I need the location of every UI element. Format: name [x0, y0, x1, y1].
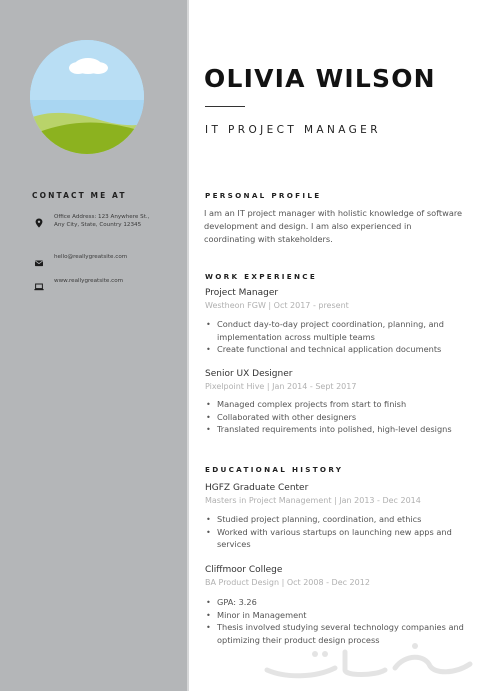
- candidate-name: OLIVIA WILSON: [204, 64, 436, 93]
- job-title: Project Manager: [205, 288, 279, 298]
- list-item: • Translated requirements into polished, high-level designs: [205, 423, 467, 436]
- list-item: • Minor in Management: [205, 609, 467, 622]
- school-subtitle: BA Product Design | Oct 2008 - Dec 2012: [205, 578, 370, 587]
- contact-website-text[interactable]: www.reallygreatsite.com: [54, 278, 124, 284]
- work-experience-heading: WORK EXPERIENCE: [205, 272, 318, 281]
- job-bullets: [205, 318, 467, 356]
- sidebar-divider: [187, 0, 189, 691]
- list-item: • Worked with various startups on launching new apps and services: [205, 526, 467, 551]
- laptop-icon: [34, 277, 44, 287]
- watermark-logo: [255, 640, 485, 682]
- mail-icon: [34, 253, 44, 263]
- school-bullets: [205, 513, 467, 551]
- job-bullets: [205, 398, 467, 436]
- list-item: • Thesis involved studying several technology companies and optimizing their product design process: [205, 621, 467, 646]
- contact-address-text: Office Address: 123 Anywhere St., Any City, State, Country 12345: [54, 214, 150, 228]
- list-item: • Collaborated with other designers: [205, 411, 467, 424]
- education-heading: EDUCATIONAL HISTORY: [205, 465, 344, 474]
- contact-heading: CONTACT ME AT: [32, 191, 127, 200]
- contact-email-text[interactable]: hello@reallygreatsite.com: [54, 254, 128, 260]
- school-subtitle: Masters in Project Management | Jan 2013 - Dec 2014: [205, 496, 421, 505]
- list-item: • Create functional and technical application documents: [205, 343, 467, 356]
- personal-profile-heading: PERSONAL PROFILE: [205, 191, 322, 200]
- list-item: • Managed complex projects from start to finish: [205, 398, 467, 411]
- school-bullets: [205, 596, 467, 646]
- profile-photo-placeholder: [30, 40, 144, 154]
- list-item: • Conduct day-to-day project coordination, planning, and implementation across multiple teams: [205, 318, 467, 343]
- list-item: • Studied project planning, coordination, and ethics: [205, 513, 467, 526]
- list-item: • GPA: 3.26: [205, 596, 467, 609]
- job-subtitle: Pixelpoint Hive | Jan 2014 - Sept 2017: [205, 382, 357, 391]
- job-subtitle: Westheon FGW | Oct 2017 - present: [205, 301, 349, 310]
- job-title: Senior UX Designer: [205, 369, 293, 379]
- school-title: HGFZ Graduate Center: [205, 483, 309, 493]
- school-title: Cliffmoor College: [205, 565, 283, 575]
- location-pin-icon: [34, 213, 44, 223]
- candidate-role: IT PROJECT MANAGER: [205, 124, 381, 136]
- name-divider: [205, 106, 245, 107]
- personal-profile-text: I am an IT project manager with holistic knowledge of software development and design. I am also experienced in coordinating with stakeholders.: [204, 208, 463, 244]
